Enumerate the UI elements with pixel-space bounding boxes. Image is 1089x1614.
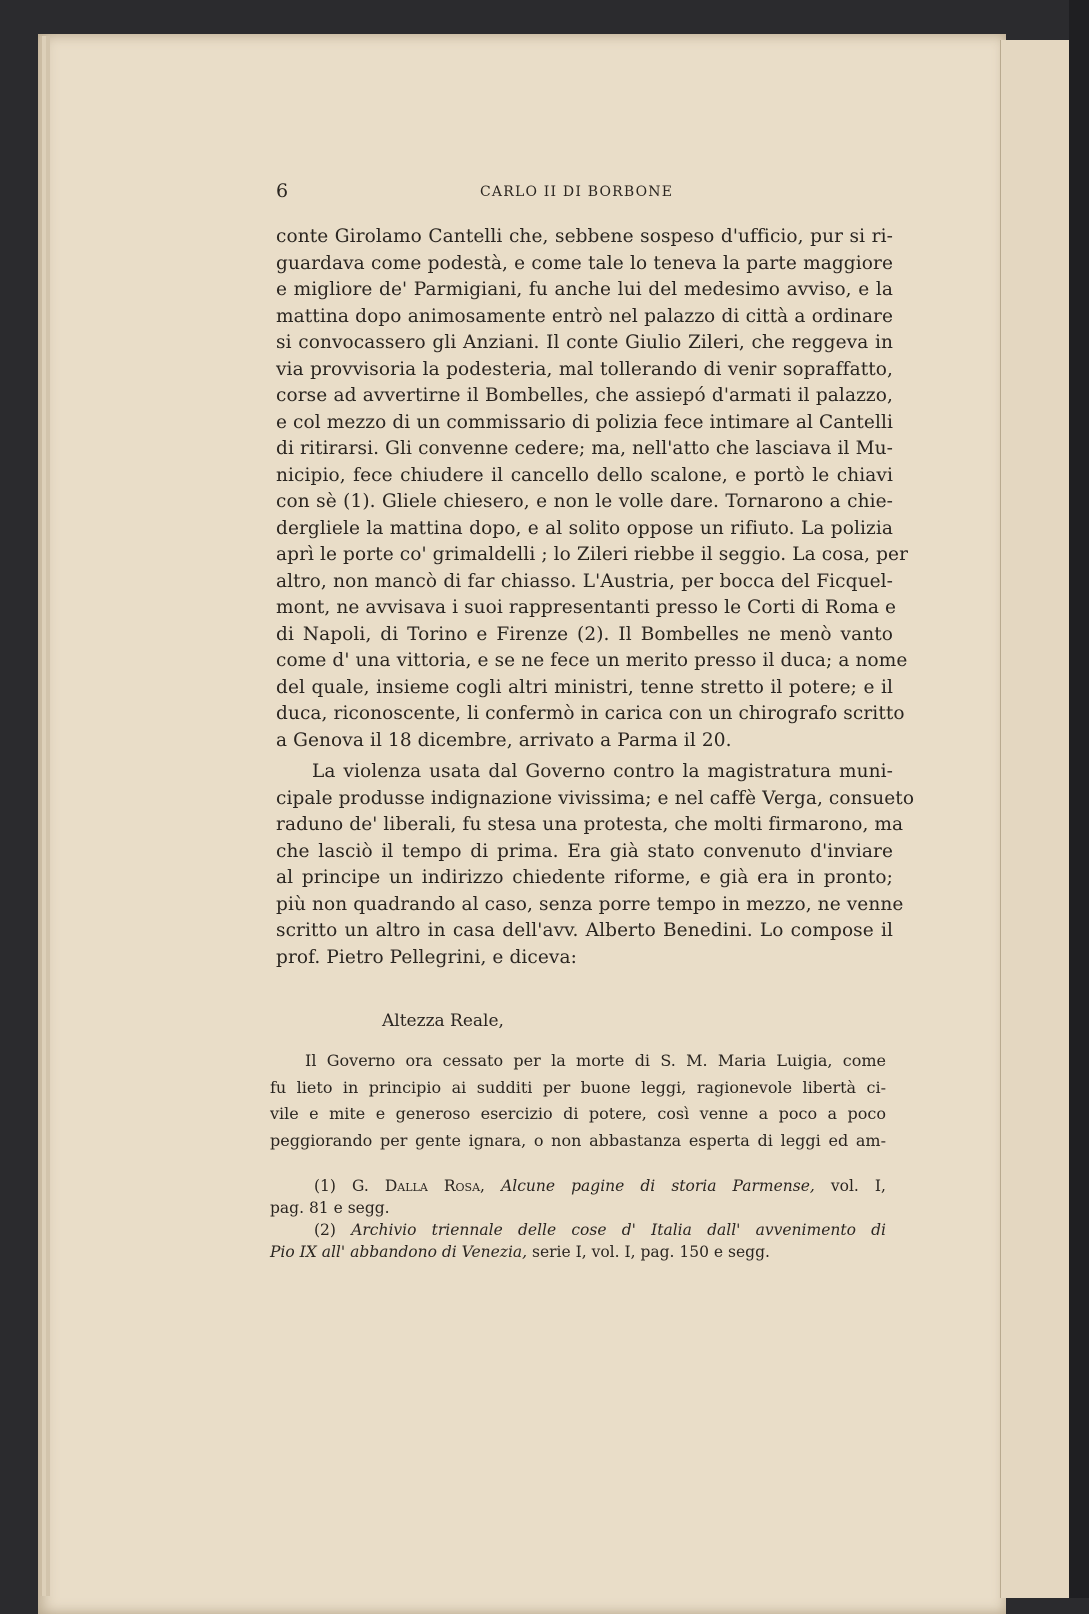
text-line: raduno de' liberali, fu stesa una protesta, che molti firmarono, ma [276, 814, 904, 835]
footnote-1: (1) G. Dalla Rosa, Alcune pagine di storia Parmense, vol. I, [314, 1177, 886, 1195]
quote-line: fu lieto in principio ai sudditi per buone leggi, ragionevole libertà ci- [270, 1077, 886, 1097]
text-line: del quale, insieme cogli altri ministri, tenne stretto il potere; e il [276, 676, 893, 698]
quote-line: vile e mite e generoso esercizio di potere, così venne a poco a poco [270, 1104, 886, 1123]
page-number: 6 [276, 180, 289, 202]
footnote-2-cont: Pio IX all' abbandono di Venezia, serie I, vol. I, pag. 150 e segg. [270, 1243, 770, 1261]
footnote-author: Dalla Rosa [384, 1177, 481, 1195]
text-line: che lasciò il tempo di prima. Era già stato convenuto d'inviare [276, 840, 893, 862]
adjacent-page-edge [1000, 40, 1070, 1598]
text-line: come d' una vittoria, e se ne fece un merito presso il duca; a nome [276, 650, 908, 671]
footnote-title: Alcune pagine di storia Parmense, [501, 1177, 815, 1195]
running-title: CARLO II DI BORBONE [480, 184, 674, 200]
footnote-title: Archivio triennale delle cose d' Italia dall' avvenimento di [351, 1221, 886, 1239]
text-line: a Genova il 18 dicembre, arrivato a Parma il 20. [276, 729, 732, 751]
text-line: si convocassero gli Anziani. Il conte Giulio Zileri, che reggeva in [276, 332, 893, 353]
text-line: nicipio, fece chiudere il cancello dello scalone, e portò le chiavi [276, 464, 893, 486]
text-line: prof. Pietro Pellegrini, e diceva: [276, 946, 577, 968]
text-line: di Napoli, di Torino e Firenze (2). Il Bombelles ne menò vanto [276, 623, 893, 645]
text-line: conte Girolamo Cantelli che, sebbene sospeso d'ufficio, pur si ri- [276, 226, 893, 247]
text-line: cipale produsse indignazione vivissima; e nel caffè Verga, consueto [276, 787, 915, 809]
text-line: duca, riconoscente, li confermò in carica con un chirografo scritto [276, 703, 905, 724]
text-line: aprì le porte co' grimaldelli ; lo Zileri riebbe il seggio. La cosa, per [276, 544, 909, 565]
text-line: scritto un altro in casa dell'avv. Alberto Benedini. Lo compose il [276, 920, 893, 941]
footnote-2: (2) Archivio triennale delle cose d' Italia dall' avvenimento di [314, 1221, 886, 1239]
text-line: corse ad avvertirne il Bombelles, che assiepó d'armati il palazzo, [276, 385, 893, 406]
text-line: dergliele la mattina dopo, e al solito oppose un rifiuto. La polizia [276, 517, 893, 539]
text-line: al principe un indirizzo chiedente riforme, e già era in pronto; [276, 867, 893, 888]
scan-border [1069, 0, 1089, 1598]
text-line: con sè (1). Gliele chiesero, e non le volle dare. Tornarono a chie- [276, 491, 893, 512]
text-line: più non quadrando al caso, senza porre tempo in mezzo, ne venne [276, 893, 904, 915]
footnote-1-cont: pag. 81 e segg. [270, 1199, 390, 1217]
text-line: via provvisoria la podesteria, mal tollerando di venir sopraffatto, [276, 358, 893, 380]
quote-salutation: Altezza Reale, [382, 1011, 504, 1031]
text-line: mont, ne avvisava i suoi rappresentanti presso le Corti di Roma e [276, 597, 897, 618]
text-line: mattina dopo animosamente entrò nel palazzo di città a ordinare [276, 305, 893, 327]
text-line: guardava come podestà, e come tale lo teneva la parte maggiore [276, 252, 893, 274]
text-line: La violenza usata dal Governo contro la magistratura muni- [312, 761, 893, 782]
text-line: e col mezzo di un commissario di polizia fece intimare al Cantelli [276, 411, 893, 433]
text-line: di ritirarsi. Gli convenne cedere; ma, nell'atto che lasciava il Mu- [276, 438, 893, 459]
quote-line: peggiorando per gente ignara, o non abbastanza esperta di leggi ed am- [270, 1130, 886, 1150]
text-line: altro, non mancò di far chiasso. L'Austria, per bocca del Ficquel- [276, 570, 893, 592]
page-edges [40, 36, 64, 1596]
text-line: e migliore de' Parmigiani, fu anche lui del medesimo avviso, e la [276, 279, 893, 300]
quote-line: Il Governo ora cessato per la morte di S. M. Maria Luigia, come [305, 1051, 886, 1070]
